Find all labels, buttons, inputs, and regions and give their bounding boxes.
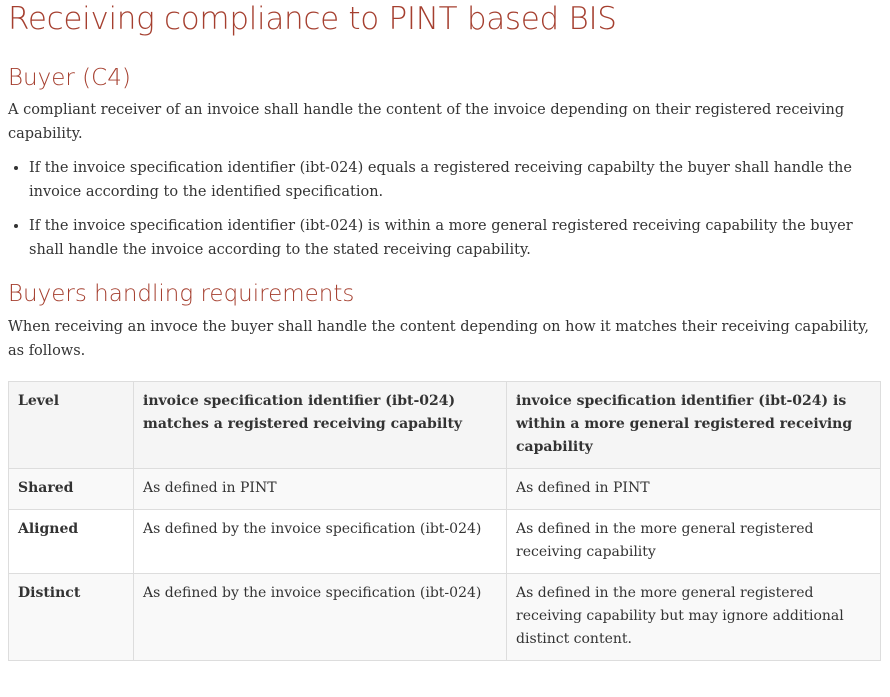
table-row bbox=[9, 574, 881, 661]
column-header-level: Level bbox=[9, 382, 134, 469]
table-row bbox=[9, 510, 881, 574]
buyer-intro: A compliant receiver of an invoice shall handle the content of the invoice depending on their registered receiving capability. bbox=[8, 102, 845, 142]
table-cell: As defined by the invoice specification (ibt-024) bbox=[134, 510, 507, 574]
buyer-heading: Buyer (C4) bbox=[8, 65, 131, 91]
list-item: • If the invoice specification identifier (ibt-024) equals a registered receiving capabilty the buyer shall handle the invoice according to the identified specification. bbox=[29, 156, 882, 204]
row-level-cell: Aligned bbox=[9, 510, 134, 574]
table-cell: As defined in the more general registered receiving capability but may ignore additional distinct content. bbox=[507, 574, 881, 661]
buyer-bullet-list bbox=[8, 156, 882, 262]
table-cell: As defined in the more general registered receiving capability bbox=[507, 510, 881, 574]
table-cell: As defined in PINT bbox=[134, 469, 507, 510]
requirements-table bbox=[8, 381, 881, 661]
list-item: • If the invoice specification identifier (ibt-024) is within a more general registered receiving capability the buyer shall handle the invoice according to the stated receiving capability. bbox=[29, 214, 882, 262]
page-title: Receiving compliance to PINT based BIS bbox=[8, 1, 617, 37]
column-header-within: invoice specification identifier (ibt-024) is within a more general registered receiving capability bbox=[507, 382, 881, 469]
requirements-heading: Buyers handling requirements bbox=[8, 281, 355, 307]
table-cell: As defined by the invoice specification (ibt-024) bbox=[134, 574, 507, 661]
column-header-matches: invoice specification identifier (ibt-024) matches a registered receiving capabilty bbox=[134, 382, 507, 469]
table-header-row bbox=[9, 382, 881, 469]
row-level-cell: Distinct bbox=[9, 574, 134, 661]
row-level-cell: Shared bbox=[9, 469, 134, 510]
table-cell: As defined in PINT bbox=[507, 469, 881, 510]
requirements-intro: When receiving an invoce the buyer shall handle the content depending on how it matches their receiving capability, as follows. bbox=[8, 319, 870, 359]
table-row bbox=[9, 469, 881, 510]
